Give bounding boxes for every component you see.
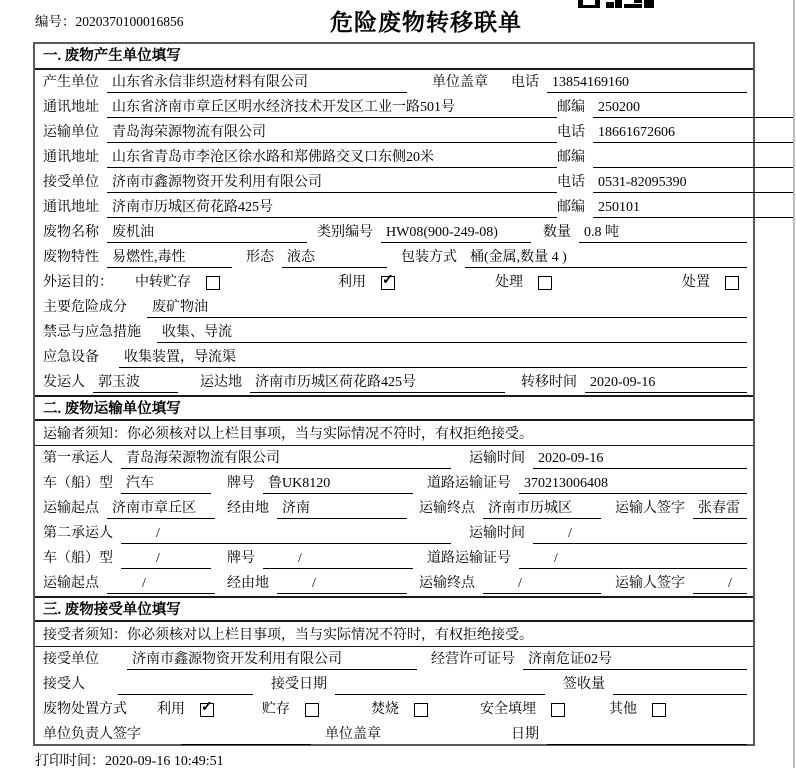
carrier2-row <box>35 521 753 546</box>
transporter-address-value: 山东省青岛市李沧区徐水路和郑佛路交叉口东侧20米 <box>107 148 557 168</box>
emergency-equipment-row <box>35 345 753 370</box>
purpose-option-label: 中转贮存 <box>135 275 191 290</box>
vehicle-type-label: 车（船）型 <box>43 476 113 491</box>
responsible-sign-label: 单位负责人签字 <box>43 727 141 742</box>
shipper-value: 郭玉波 <box>93 373 178 393</box>
waste-name-label: 废物名称 <box>43 225 99 240</box>
receiver-address-value: 济南市历城区荷花路425号 <box>107 198 557 218</box>
producer-phone-value: 13854169160 <box>547 73 747 93</box>
hazard-component-row <box>35 295 753 320</box>
serial-number-line <box>35 10 184 30</box>
shipper-row <box>35 370 753 395</box>
permit1-value: 370213006408 <box>519 474 747 494</box>
carrier2-label: 第二承运人 <box>43 526 113 541</box>
plate-label: 牌号 <box>227 476 255 491</box>
qr-code-fragment-icon <box>578 0 654 8</box>
carrier1-value: 青岛海荣源物流有限公司 <box>121 449 451 469</box>
sign-quantity-label: 签收量 <box>563 677 605 692</box>
origin-label: 运输起点 <box>43 501 99 516</box>
disposal-option-other <box>609 698 666 722</box>
vehicle1-row <box>35 471 753 496</box>
taboo-value: 收集、导流 <box>157 323 747 343</box>
terminus2-value: / <box>483 574 601 594</box>
hazard-value: 废矿物油 <box>147 298 747 318</box>
disposal-landfill-checkbox <box>551 703 565 717</box>
serial-value: 2020370100016856 <box>75 14 184 29</box>
origin2-value: / <box>107 574 215 594</box>
route2-row <box>35 571 753 596</box>
carrier2-time-value: / <box>533 524 747 544</box>
character-label: 废物特性 <box>43 250 99 265</box>
accepter-label: 接受人 <box>43 677 85 692</box>
transporter-notice-row <box>35 421 753 446</box>
vehicle2-value: / <box>121 549 211 569</box>
road-permit-label: 道路运输证号 <box>427 551 511 566</box>
address-label: 通讯地址 <box>43 150 99 165</box>
route1-row <box>35 496 753 521</box>
purpose-row <box>35 270 753 295</box>
receiver-zip-value: 250101 <box>593 198 793 218</box>
transfer-form-table <box>33 42 755 746</box>
vehicle-type-label: 车（船）型 <box>43 551 113 566</box>
transport-time-label: 运输时间 <box>469 451 525 466</box>
sign-quantity-value <box>613 675 747 695</box>
purpose-option-dispose <box>682 271 739 295</box>
accept-unit-value: 济南市鑫源物资开发利用有限公司 <box>127 650 417 670</box>
date-value <box>547 725 747 745</box>
road-permit-label: 道路运输证号 <box>427 476 511 491</box>
disposal-option-label: 安全填埋 <box>480 702 536 717</box>
transporter-address-row <box>35 145 753 170</box>
utilize-checkbox <box>381 276 395 290</box>
via2-value: / <box>277 574 407 594</box>
producer-address-row <box>35 95 753 120</box>
window-edge-strip <box>793 0 795 768</box>
zip-label: 邮编 <box>557 200 585 215</box>
section3-header: 三. 废物接受单位填写 <box>35 596 753 622</box>
equipment-label: 应急设备 <box>43 350 99 365</box>
disposal-option-label: 利用 <box>157 702 185 717</box>
transporter-zip-value <box>593 148 793 168</box>
purpose-option-treat <box>495 271 552 295</box>
phone-label: 电话 <box>511 75 539 90</box>
character-value: 易燃性,毒性 <box>107 248 232 268</box>
plate1-value: 鲁UK8120 <box>263 474 413 494</box>
producer-label: 产生单位 <box>43 75 99 90</box>
permit2-value: / <box>519 549 747 569</box>
taboo-label: 禁忌与应急措施 <box>43 325 141 340</box>
producer-zip-value: 250200 <box>593 98 793 118</box>
print-time-value: 2020-09-16 10:49:51 <box>105 754 224 768</box>
quantity-label: 数量 <box>543 225 571 240</box>
receiver-row <box>35 170 753 195</box>
origin1-value: 济南市章丘区 <box>107 499 215 519</box>
receiver-phone-value: 0531-82095390 <box>593 173 793 193</box>
carrier1-label: 第一承运人 <box>43 451 113 466</box>
destination-value: 济南市历城区荷花路425号 <box>250 373 505 393</box>
destination-label: 运达地 <box>200 375 242 390</box>
equipment-value: 收集装置，导流渠 <box>119 348 747 368</box>
receiver-notice-text: 接受者须知：你必须核对以上栏目事项，当与实际情况不符时，有权拒绝接受。 <box>43 628 533 643</box>
taboo-measures-row <box>35 320 753 345</box>
accept-unit-row <box>35 647 753 672</box>
phone-label: 电话 <box>557 125 585 140</box>
packing-label: 包装方式 <box>401 250 457 265</box>
purpose-option-label: 处理 <box>495 275 523 290</box>
form-value: 液态 <box>282 248 387 268</box>
accept-date-label: 接受日期 <box>271 677 327 692</box>
receiver-notice-row <box>35 622 753 647</box>
purpose-label: 外运目的： <box>43 275 113 290</box>
accept-date-value <box>335 675 545 695</box>
accepter-row <box>35 672 753 697</box>
vehicle1-value: 汽车 <box>121 474 211 494</box>
carrier-sign-label: 运输人签字 <box>615 501 685 516</box>
producer-value: 山东省永信非织造材料有限公司 <box>107 73 407 93</box>
origin-label: 运输起点 <box>43 576 99 591</box>
producer-row <box>35 70 753 95</box>
disposal-option-incinerate <box>371 698 428 722</box>
transport-time-label: 运输时间 <box>469 526 525 541</box>
unit-seal-label: 单位盖章 <box>432 75 488 90</box>
unit-seal-label: 单位盖章 <box>325 727 381 742</box>
responsible-sign-value <box>181 725 311 745</box>
disposal-utilize-checkbox <box>200 703 214 717</box>
hazard-label: 主要危险成分 <box>43 300 127 315</box>
packing-value: 桶(金属,数量 4 ) <box>465 248 747 268</box>
transporter-row <box>35 120 753 145</box>
license-value: 济南危证02号 <box>523 650 747 670</box>
transporter-notice-text: 运输者须知：你必须核对以上栏目事项，当与实际情况不符时，有权拒绝接受。 <box>43 427 533 442</box>
transfer-time-label: 转移时间 <box>521 375 577 390</box>
form-label: 形态 <box>246 250 274 265</box>
via1-value: 济南 <box>277 499 407 519</box>
transporter-value: 青岛海荣源物流有限公司 <box>107 123 557 143</box>
terminus-label: 运输终点 <box>419 576 475 591</box>
disposal-other-checkbox <box>652 703 666 717</box>
transporter-phone-value: 18661672606 <box>593 123 793 143</box>
plate-label: 牌号 <box>227 551 255 566</box>
plate2-value: / <box>263 549 413 569</box>
waste-name-value: 废机油 <box>107 223 307 243</box>
carrier2-value: / <box>121 524 451 544</box>
date-label: 日期 <box>511 727 539 742</box>
disposal-option-label: 焚烧 <box>371 702 399 717</box>
disposal-method-label: 废物处置方式 <box>43 702 127 717</box>
accepter-value <box>118 675 253 695</box>
page-title: 危险废物转移联单 <box>330 10 522 35</box>
via-label: 经由地 <box>227 501 269 516</box>
zip-label: 邮编 <box>557 150 585 165</box>
carrier1-time-value: 2020-09-16 <box>533 449 747 469</box>
purpose-option-storage <box>135 271 220 295</box>
receiver-address-row <box>35 195 753 220</box>
phone-label: 电话 <box>557 175 585 190</box>
print-time-line <box>35 750 224 768</box>
treat-checkbox <box>538 276 552 290</box>
accept-unit-label: 接受单位 <box>43 652 99 667</box>
transporter-label: 运输单位 <box>43 125 99 140</box>
section1-header: 一. 废物产生单位填写 <box>35 44 753 70</box>
address-label: 通讯地址 <box>43 200 99 215</box>
disposal-incinerate-checkbox <box>414 703 428 717</box>
carrier1-row <box>35 446 753 471</box>
disposal-option-label: 其他 <box>609 702 637 717</box>
via-label: 经由地 <box>227 576 269 591</box>
quantity-value: 0.8 吨 <box>579 223 747 243</box>
disposal-option-landfill <box>480 698 565 722</box>
print-time-label: 打印时间： <box>35 754 105 768</box>
terminus1-value: 济南市历城区 <box>483 499 601 519</box>
waste-character-row <box>35 245 753 270</box>
waste-name-row <box>35 220 753 245</box>
zip-label: 邮编 <box>557 100 585 115</box>
shipper-label: 发运人 <box>43 375 85 390</box>
address-label: 通讯地址 <box>43 100 99 115</box>
section2-header: 二. 废物运输单位填写 <box>35 395 753 421</box>
producer-address-value: 山东省济南市章丘区明水经济技术开发区工业一路501号 <box>107 98 557 118</box>
sign2-value: / <box>693 574 747 594</box>
purpose-option-label: 利用 <box>338 275 366 290</box>
license-label: 经营许可证号 <box>431 652 515 667</box>
dispose-checkbox <box>725 276 739 290</box>
sign1-value: 张春雷 <box>693 499 747 519</box>
disposal-store-checkbox <box>305 703 319 717</box>
disposal-option-store <box>262 698 319 722</box>
receiver-value: 济南市鑫源物资开发利用有限公司 <box>107 173 557 193</box>
storage-checkbox <box>206 276 220 290</box>
disposal-option-label: 贮存 <box>262 702 290 717</box>
purpose-option-utilize <box>338 271 395 295</box>
terminus-label: 运输终点 <box>419 501 475 516</box>
serial-label: 编号： <box>35 14 76 29</box>
vehicle2-row <box>35 546 753 571</box>
carrier-sign-label: 运输人签字 <box>615 576 685 591</box>
disposal-method-row <box>35 697 753 722</box>
receiver-label: 接受单位 <box>43 175 99 190</box>
transfer-time-value: 2020-09-16 <box>585 373 747 393</box>
category-value: HW08(900-249-08) <box>381 223 531 243</box>
disposal-option-utilize <box>157 698 214 722</box>
responsible-sign-row <box>35 722 753 747</box>
category-label: 类别编号 <box>317 225 373 240</box>
purpose-option-label: 处置 <box>682 275 710 290</box>
